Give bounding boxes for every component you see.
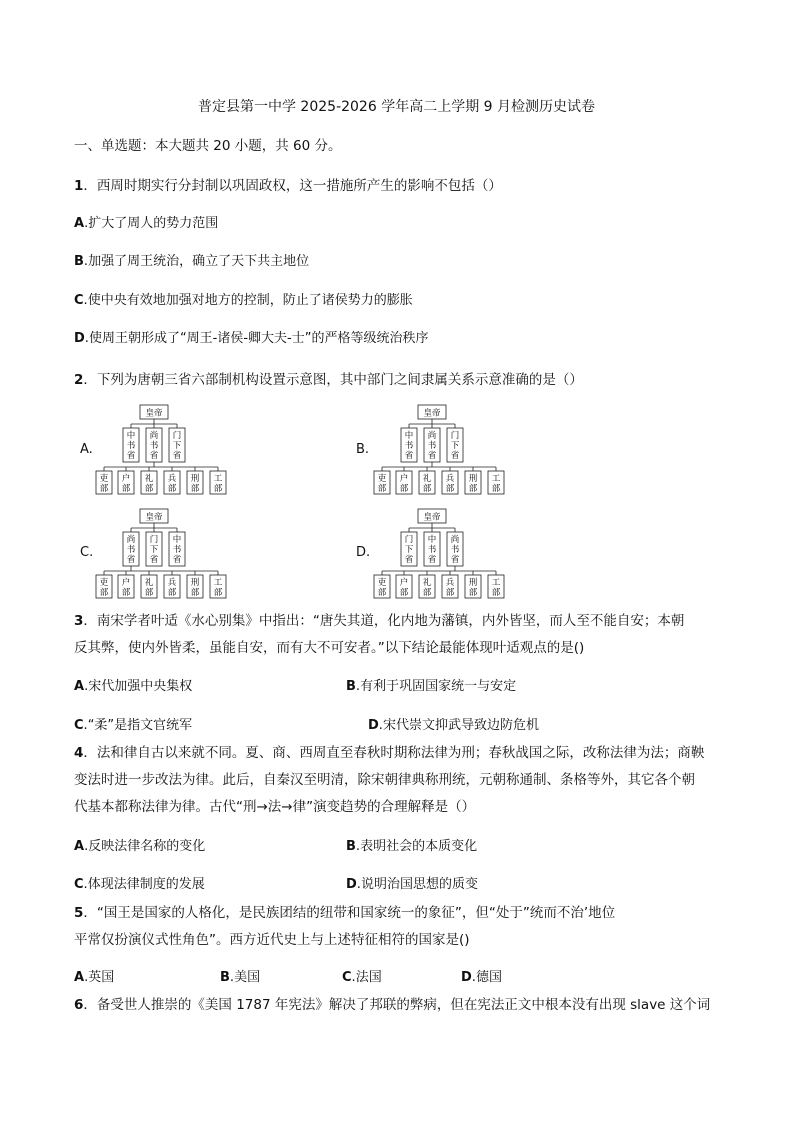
department-label: 户部	[121, 578, 131, 598]
department-label: 工部	[491, 474, 501, 494]
department-label: 兵部	[167, 474, 177, 494]
emperor-label: 皇帝	[145, 408, 163, 419]
ministry-label: 中书省	[172, 535, 182, 565]
diagram-d	[372, 508, 508, 600]
question-number: 5	[74, 905, 84, 921]
ministry-label: 门下省	[149, 535, 159, 565]
question-2	[74, 370, 583, 390]
diagram-a-label[interactable]: A.	[80, 442, 93, 457]
question-4-line-2: 变法时进一步改法为律。此后，自秦汉至明清，除宋朝律典称刑统，元朝称通制、条格等外，其它各个朝	[74, 772, 695, 788]
q5-option-d[interactable]: D.德国	[461, 970, 502, 985]
department-label: 工部	[213, 474, 223, 494]
q5-option-b[interactable]: B.美国	[220, 970, 261, 985]
department-label: 户部	[399, 474, 409, 494]
question-3-line-2: 反其弊，使内外皆柔，虽能自安，而有大不可安者。”以下结论最能体现叶适观点的是()	[74, 640, 585, 656]
question-text: ．西周时期实行分封制以巩固政权，这一措施所产生的影响不包括（）	[83, 178, 502, 194]
question-text-line-1: ．法和律自古以来就不同。夏、商、西周直至春秋时期称法律为刑；春秋战国之际，改称法律为法；商鞅	[83, 745, 705, 761]
department-label: 礼部	[144, 578, 154, 598]
question-number: 1	[74, 178, 84, 194]
q4-option-b[interactable]: B.表明社会的本质变化	[346, 839, 478, 854]
department-label: 兵部	[167, 578, 177, 598]
question-text-line-1: ．“国王是国家的人格化，是民族团结的纽带和国家统一的象征”，但“处于”统而不治’地位	[83, 905, 616, 921]
diagram-c	[94, 508, 230, 600]
ministry-label: 尚书省	[126, 535, 136, 565]
q1-option-b[interactable]: B.加强了周王统治，确立了天下共主地位	[74, 254, 310, 269]
ministry-label: 中书省	[126, 431, 136, 461]
ministry-label: 门下省	[450, 431, 460, 461]
department-label: 户部	[399, 578, 409, 598]
diagram-a	[94, 404, 230, 496]
department-label: 礼部	[144, 474, 154, 494]
q3-option-d[interactable]: D.宋代崇文抑武导致边防危机	[368, 718, 539, 733]
ministry-label: 尚书省	[149, 431, 159, 461]
department-label: 吏部	[377, 474, 387, 494]
ministry-label: 门下省	[172, 431, 182, 461]
question-6	[74, 995, 710, 1015]
question-number: 4	[74, 745, 84, 761]
question-number: 2	[74, 372, 84, 388]
q1-option-d[interactable]: D.使周王朝形成了“周王-诸侯-卿大夫-士”的严格等级统治秩序	[74, 331, 429, 346]
department-label: 刑部	[190, 578, 200, 598]
q3-option-b[interactable]: B.有利于巩固国家统一与安定	[346, 679, 517, 694]
question-3	[74, 611, 684, 631]
q1-option-a[interactable]: A.扩大了周人的势力范围	[74, 216, 219, 231]
diagram-d-label[interactable]: D.	[356, 545, 371, 560]
department-label: 礼部	[422, 474, 432, 494]
ministry-label: 门下省	[404, 535, 414, 565]
department-label: 工部	[491, 578, 501, 598]
department-label: 兵部	[445, 578, 455, 598]
department-label: 户部	[121, 474, 131, 494]
question-5	[74, 903, 615, 923]
department-label: 吏部	[377, 578, 387, 598]
section-heading: 一、单选题：本大题共 20 小题，共 60 分。	[74, 138, 342, 154]
ministry-label: 尚书省	[427, 431, 437, 461]
ministry-label: 中书省	[404, 431, 414, 461]
ministry-label: 尚书省	[450, 535, 460, 565]
question-4	[74, 743, 704, 763]
department-label: 礼部	[422, 578, 432, 598]
q5-option-a[interactable]: A.英国	[74, 970, 115, 985]
department-label: 工部	[213, 578, 223, 598]
emperor-label: 皇帝	[145, 512, 163, 523]
question-1	[74, 176, 502, 196]
question-number: 6	[74, 997, 84, 1013]
question-number: 3	[74, 613, 84, 629]
q3-option-a[interactable]: A.宋代加强中央集权	[74, 679, 193, 694]
question-5-line-2: 平常仅扮演仪式性角色”。西方近代史上与上述特征相符的国家是()	[74, 932, 470, 948]
department-label: 刑部	[468, 578, 478, 598]
exam-title: 普定县第一中学 2025-2026 学年高二上学期 9 月检测历史试卷	[197, 99, 596, 115]
diagram-b-label[interactable]: B.	[356, 442, 370, 457]
department-label: 刑部	[190, 474, 200, 494]
q3-option-c[interactable]: C.“柔”是指文官统军	[74, 718, 193, 733]
emperor-label: 皇帝	[423, 512, 441, 523]
department-label: 刑部	[468, 474, 478, 494]
diagram-b	[372, 404, 508, 496]
emperor-label: 皇帝	[423, 408, 441, 419]
q1-option-c[interactable]: C.使中央有效地加强对地方的控制，防止了诸侯势力的膨胀	[74, 293, 413, 308]
q4-option-a[interactable]: A.反映法律名称的变化	[74, 839, 206, 854]
diagram-c-label[interactable]: C.	[80, 545, 94, 560]
department-label: 吏部	[99, 474, 109, 494]
question-text-line-1: ．备受世人推崇的《美国 1787 年宪法》解决了邦联的弊病，但在宪法正文中根本没有出现 slave 这个词	[83, 997, 711, 1013]
ministry-label: 中书省	[427, 535, 437, 565]
q5-option-c[interactable]: C.法国	[342, 970, 382, 985]
department-label: 吏部	[99, 578, 109, 598]
question-text-line-1: ．南宋学者叶适《水心别集》中指出：“唐失其道，化内地为藩镇，内外皆坚，而人至不能自安；本朝	[83, 613, 685, 629]
question-4-line-3: 代基本都称法律为律。古代“刑→法→律”演变趋势的合理解释是（）	[74, 799, 476, 815]
q4-option-d[interactable]: D.说明治国思想的质变	[346, 877, 478, 892]
q4-option-c[interactable]: C.体现法律制度的发展	[74, 877, 205, 892]
question-text: ．下列为唐朝三省六部制机构设置示意图，其中部门之间隶属关系示意准确的是（）	[83, 372, 583, 388]
department-label: 兵部	[445, 474, 455, 494]
